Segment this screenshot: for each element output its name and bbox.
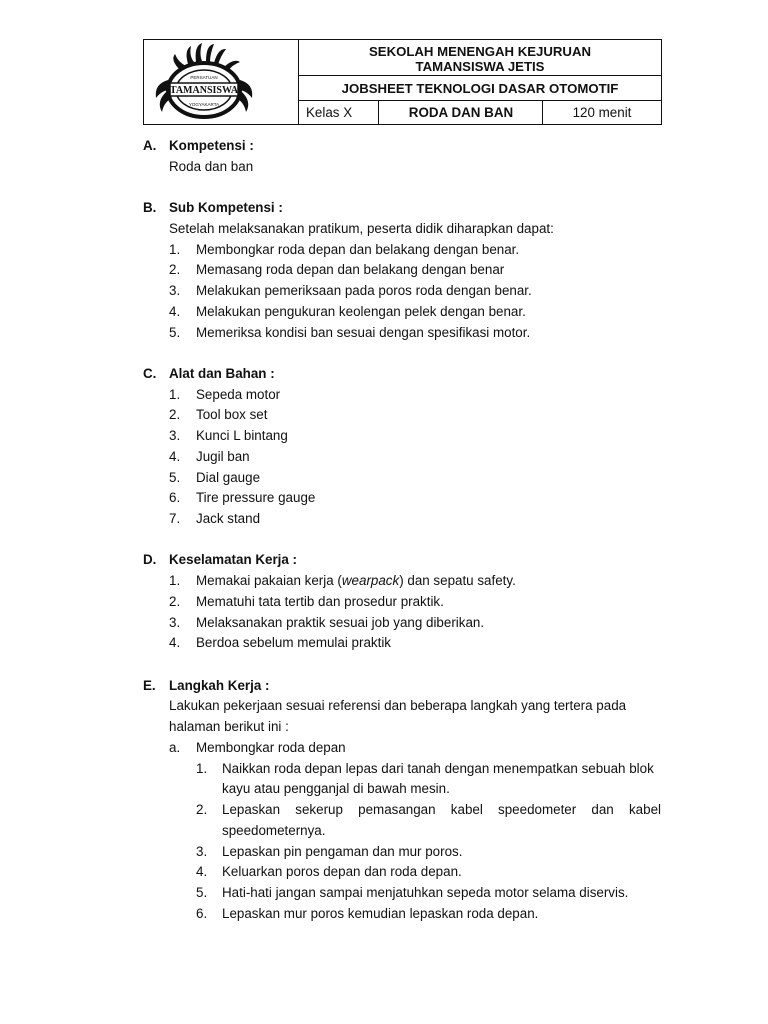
school-logo bbox=[144, 40, 298, 124]
list-number: 4. bbox=[169, 449, 181, 464]
school-name-line2: TAMANSISWA JETIS bbox=[415, 59, 545, 74]
logo-text-main: TAMANSISWA bbox=[169, 85, 239, 96]
logo-cell bbox=[144, 40, 299, 124]
list-item: Kunci L bintang bbox=[196, 428, 288, 443]
step-text-cont: kayu atau pengganjal di bawah mesin. bbox=[222, 781, 450, 796]
list-number: 5. bbox=[169, 470, 181, 485]
list-item: Tire pressure gauge bbox=[196, 490, 316, 505]
step-number: 1. bbox=[196, 761, 208, 776]
step-number: 4. bbox=[196, 864, 208, 879]
section-c-letter: C. bbox=[143, 366, 157, 381]
step-text: Lepaskan mur poros kemudian lepaskan roda depan. bbox=[222, 906, 539, 921]
section-e-intro-line2: halaman berikut ini : bbox=[169, 719, 289, 734]
school-name-line1: SEKOLAH MENENGAH KEJURUAN bbox=[368, 44, 591, 59]
topic-cell: RODA DAN BAN bbox=[380, 101, 543, 124]
list-item: Dial gauge bbox=[196, 470, 261, 485]
list-number: 4. bbox=[169, 304, 181, 319]
list-item: Mematuhi tata tertib dan prosedur praktik. bbox=[196, 594, 444, 609]
list-number: 2. bbox=[169, 262, 181, 277]
list-item: Membongkar roda depan dan belakang dengan benar. bbox=[196, 242, 520, 257]
step-text: Hati-hati jangan sampai menjatuhkan sepeda motor selama diservis. bbox=[222, 885, 629, 900]
step-text-cont: speedometernya. bbox=[222, 823, 326, 838]
list-item: Memeriksa kondisi ban sesuai dengan spesifikasi motor. bbox=[196, 325, 531, 340]
list-number: 3. bbox=[169, 428, 181, 443]
kelas-cell: Kelas X bbox=[299, 101, 379, 124]
list-number: 2. bbox=[169, 407, 181, 422]
step-text: Lepaskan pin pengaman dan mur poros. bbox=[222, 844, 463, 859]
school-name-cell bbox=[299, 40, 661, 76]
jobsheet-title: JOBSHEET TEKNOLOGI DASAR OTOMOTIF bbox=[299, 77, 661, 101]
list-number: 3. bbox=[169, 615, 181, 630]
list-item-pre: Memakai pakaian kerja ( bbox=[196, 573, 342, 588]
list-item: Jugil ban bbox=[196, 449, 250, 464]
step-text: Naikkan roda depan lepas dari tanah dengan menempatkan sebuah blok bbox=[222, 761, 654, 776]
section-b-letter: B. bbox=[143, 200, 157, 215]
section-b-intro: Setelah melaksanakan pratikum, peserta didik diharapkan dapat: bbox=[169, 221, 554, 236]
list-number: 7. bbox=[169, 511, 181, 526]
time-cell: 120 menit bbox=[572, 105, 632, 120]
section-a-title: Kompetensi : bbox=[169, 138, 254, 153]
step-number: 5. bbox=[196, 885, 208, 900]
section-a-body: Roda dan ban bbox=[169, 159, 254, 174]
list-item: Melakukan pengukuran keolengan pelek dengan benar. bbox=[196, 304, 526, 319]
step-number: 6. bbox=[196, 906, 208, 921]
list-item-post: ) dan sepatu safety. bbox=[399, 573, 516, 588]
header-info-row bbox=[299, 101, 661, 124]
list-item: Melaksanakan praktik sesuai job yang diberikan. bbox=[196, 615, 485, 630]
step-number: 2. bbox=[196, 802, 208, 817]
list-number: 5. bbox=[169, 325, 181, 340]
list-item: Tool box set bbox=[196, 407, 268, 422]
logo-text-top: PERSATUAN bbox=[190, 75, 218, 80]
step-text: Keluarkan poros depan dan roda depan. bbox=[222, 864, 462, 879]
list-item bbox=[196, 573, 516, 589]
section-d-letter: D. bbox=[143, 552, 157, 567]
step-text: Lepaskan sekerup pemasangan kabel speedometer dan kabel bbox=[222, 802, 661, 817]
list-number: 1. bbox=[169, 242, 181, 257]
sub-section-letter: a. bbox=[169, 740, 181, 755]
list-item-emphasis: wearpack bbox=[341, 573, 400, 588]
logo-text-bottom: YOGYAKARTA bbox=[188, 102, 220, 107]
list-number: 3. bbox=[169, 283, 181, 298]
list-number: 1. bbox=[169, 573, 181, 588]
list-number: 1. bbox=[169, 387, 181, 402]
list-number: 4. bbox=[169, 635, 181, 650]
list-item: Melakukan pemeriksaan pada poros roda dengan benar. bbox=[196, 283, 532, 298]
list-item: Memasang roda depan dan belakang dengan benar bbox=[196, 262, 505, 277]
section-c-title: Alat dan Bahan : bbox=[169, 366, 275, 381]
list-item: Jack stand bbox=[196, 511, 261, 526]
header-table bbox=[143, 39, 662, 125]
list-item: Sepeda motor bbox=[196, 387, 281, 402]
list-number: 6. bbox=[169, 490, 181, 505]
section-b-title: Sub Kompetensi : bbox=[169, 200, 283, 215]
section-e-intro-line1: Lakukan pekerjaan sesuai referensi dan beberapa langkah yang tertera pada bbox=[169, 698, 627, 713]
list-item: Berdoa sebelum memulai praktik bbox=[196, 635, 391, 650]
section-d-title: Keselamatan Kerja : bbox=[169, 552, 298, 567]
section-e-title: Langkah Kerja : bbox=[169, 678, 270, 693]
sub-section-title: Membongkar roda depan bbox=[196, 740, 346, 755]
section-e-letter: E. bbox=[143, 678, 156, 693]
step-number: 3. bbox=[196, 844, 208, 859]
section-a-letter: A. bbox=[143, 138, 157, 153]
list-number: 2. bbox=[169, 594, 181, 609]
